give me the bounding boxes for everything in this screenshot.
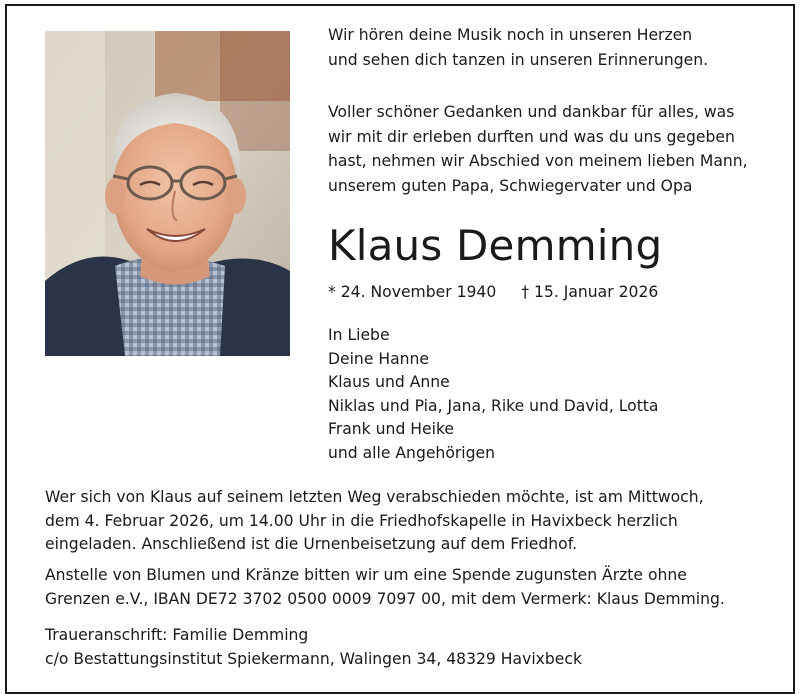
birth-date: * 24. November 1940 bbox=[328, 283, 497, 301]
donation-line: Grenzen e.V., IBAN DE72 3702 0500 0009 7097 00, mit dem Vermerk: Klaus Demming. bbox=[45, 589, 725, 608]
ceremony-text bbox=[45, 486, 704, 557]
farewell-line: hast, nehmen wir Abschied von meinem lieben Mann, bbox=[328, 152, 748, 170]
life-dates bbox=[328, 280, 658, 304]
ceremony-line: dem 4. Februar 2026, um 14.00 Uhr in die Friedhofskapelle in Havixbeck herzlich bbox=[45, 511, 678, 530]
mourner-line: Niklas und Pia, Jana, Rike und David, Lotta bbox=[328, 396, 659, 415]
farewell-text bbox=[328, 100, 748, 198]
ceremony-line: eingeladen. Anschließend ist die Urnenbeisetzung auf dem Friedhof. bbox=[45, 535, 578, 553]
farewell-line: wir mit dir erleben durften und was du uns gegeben bbox=[328, 127, 735, 146]
donation-text bbox=[45, 564, 725, 611]
mourners-list bbox=[328, 324, 658, 465]
mourner-line: In Liebe bbox=[328, 326, 390, 344]
deceased-name: Klaus Demming bbox=[328, 221, 663, 270]
address-line: c/o Bestattungsinstitut Spiekermann, Walingen 34, 48329 Havixbeck bbox=[45, 649, 582, 668]
mourner-line: Frank und Heike bbox=[328, 420, 455, 438]
address-line: Traueranschrift: Familie Demming bbox=[45, 626, 309, 644]
farewell-line: unserem guten Papa, Schwiegervater und Opa bbox=[328, 176, 693, 195]
death-date: † 15. Januar 2026 bbox=[521, 283, 659, 301]
intro-line: Wir hören deine Musik noch in unseren Herzen bbox=[328, 26, 693, 44]
mourner-line: Klaus und Anne bbox=[328, 373, 450, 391]
mourner-line: Deine Hanne bbox=[328, 349, 430, 368]
donation-line: Anstelle von Blumen und Kränze bitten wir um eine Spende zugunsten Ärzte ohne bbox=[45, 566, 687, 584]
intro-line: und sehen dich tanzen in unseren Erinnerungen. bbox=[328, 50, 709, 69]
ceremony-line: Wer sich von Klaus auf seinem letzten Weg verabschieden möchte, ist am Mittwoch, bbox=[45, 488, 704, 506]
intro-text bbox=[328, 23, 708, 72]
portrait-photo bbox=[45, 31, 290, 356]
farewell-line: Voller schöner Gedanken und dankbar für alles, was bbox=[328, 103, 735, 121]
mourner-line: und alle Angehörigen bbox=[328, 443, 495, 462]
mourning-address bbox=[45, 624, 582, 671]
